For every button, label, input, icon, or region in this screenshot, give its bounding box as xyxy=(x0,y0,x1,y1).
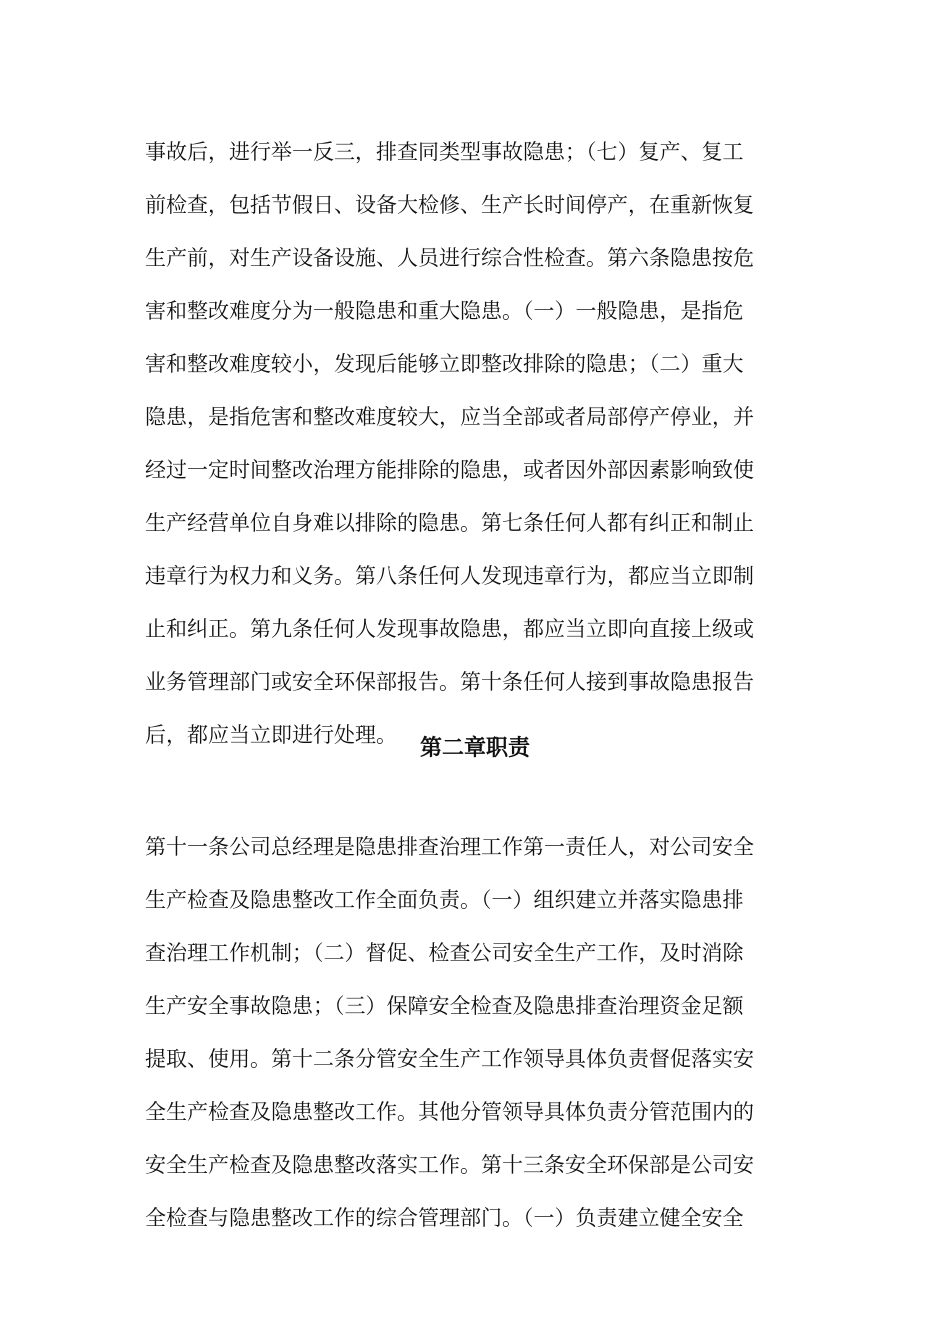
text-line: 害和整改难度较小，发现后能够立即整改排除的隐患；（二）重大 xyxy=(145,352,744,376)
chapter-heading: 第二章职责 xyxy=(419,736,530,761)
paragraph-block-2 xyxy=(145,821,810,1245)
text-line: 前检查，包括节假日、设备大检修、生产长时间停产，在重新恢复 xyxy=(145,193,754,217)
text-line: 全检查与隐患整改工作的综合管理部门。（一）负责建立健全安全 xyxy=(145,1206,744,1230)
text-line: 止和纠正。第九条任何人发现事故隐患，都应当立即向直接上级或 xyxy=(145,617,754,641)
text-line: 查治理工作机制；（二）督促、检查公司安全生产工作，及时消除 xyxy=(145,941,744,965)
text-line: 业务管理部门或安全环保部报告。第十条任何人接到事故隐患报告 xyxy=(145,670,754,694)
text-line: 全生产检查及隐患整改工作。其他分管领导具体负责分管范围内的 xyxy=(145,1100,754,1124)
paragraph-block-1 xyxy=(145,126,810,762)
text-line: 生产经营单位自身难以排除的隐患。第七条任何人都有纠正和制止 xyxy=(145,511,754,535)
text-line: 经过一定时间整改治理方能排除的隐患，或者因外部因素影响致使 xyxy=(145,458,754,482)
text-line: 安全生产检查及隐患整改落实工作。第十三条安全环保部是公司安 xyxy=(145,1153,754,1177)
text-line: 后，都应当立即进行处理。 xyxy=(145,723,397,747)
text-line: 第十一条公司总经理是隐患排查治理工作第一责任人，对公司安全 xyxy=(145,835,754,859)
text-line: 提取、使用。第十二条分管安全生产工作领导具体负责督促落实安 xyxy=(145,1047,754,1071)
text-line: 害和整改难度分为一般隐患和重大隐患。（一）一般隐患，是指危 xyxy=(145,299,744,323)
text-line: 生产前，对生产设备设施、人员进行综合性检查。第六条隐患按危 xyxy=(145,246,754,270)
text-line: 违章行为权力和义务。第八条任何人发现违章行为，都应当立即制 xyxy=(145,564,754,588)
text-line: 隐患，是指危害和整改难度较大，应当全部或者局部停产停业，并 xyxy=(145,405,754,429)
text-line: 生产检查及隐患整改工作全面负责。（一）组织建立并落实隐患排 xyxy=(145,888,744,912)
text-line: 生产安全事故隐患；（三）保障安全检查及隐患排查治理资金足额 xyxy=(145,994,744,1018)
text-line: 事故后，进行举一反三，排查同类型事故隐患；（七）复产、复工 xyxy=(145,140,744,164)
